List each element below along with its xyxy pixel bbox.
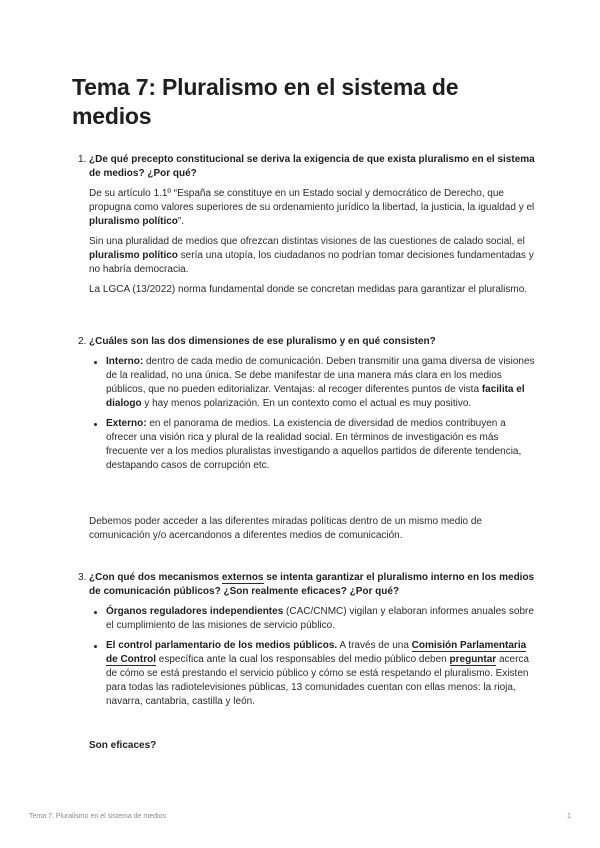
question-3-heading: 3. ¿Con qué dos mecanismos externos se intenta garantizar el pluralismo interno en los medios de comunicación públicos? ¿Son realmente eficaces? ¿Por qué?	[78, 572, 535, 597]
question-2-paragraph: Debemos poder acceder a las diferentes miradas políticas dentro de un mismo medio de comunicación y/o acercandonos a diferentes medios de comunicación.	[89, 516, 482, 541]
list-item: El control parlamentario de los medios públicos. A través de una Comisión Parlamentaria de Control específica ante la cual los responsables del medio público deben preguntar acerca de cómo se está prestando el servicio público y cómo se está respetando el pluralismo. Existen para todas las radiotelevisiones públicas, 13 comunidades cuentan con ellas menos: la rioja, navarra, cantabria, castilla y león.	[89, 639, 538, 709]
question-3-number: 3.	[78, 572, 87, 583]
list-item: Órganos reguladores independientes (CAC/CNMC) vigilan y elaboran informes anuales sobre el cumplimiento de las misiones de servicio público.	[89, 605, 538, 633]
question-3	[78, 571, 538, 709]
question-3-subheading: Son eficaces?	[89, 740, 157, 751]
question-3-list	[89, 605, 538, 709]
question-1	[78, 153, 538, 297]
list-item: Externo: en el panorama de medios. La existencia de diversidad de medios contribuyen a ofrecer una visión rica y plural de la realidad social. En términos de investigación es más frecuente ver a los medios pluralistas investigando a aquellos partidos de diferente tendencia, destapando casos de corrupción etc.	[89, 417, 538, 473]
question-2-number: 2.	[78, 336, 87, 347]
question-2-list	[89, 355, 538, 473]
question-1-heading: 1. ¿De qué precepto constitucional se deriva la exigencia de que exista pluralismo en el sistema de medios? ¿Por qué?	[78, 154, 535, 179]
page-number: 1	[567, 813, 571, 820]
question-2	[78, 335, 538, 473]
question-1-paragraph-2: Sin una pluralidad de medios que ofrezcan distintas visiones de las cuestiones de calado social, el pluralismo político sería una utopía, los ciudadanos no podrían tomar decisiones fundamentadas y no habría democracia.	[89, 236, 534, 275]
question-1-paragraph-1: De su artículo 1.1º “España se constituye en un Estado social y democrático de Derecho, que propugna como valores superiores de su ordenamiento jurídico la libertad, la justicia, la igualdad y el pluralismo político”.	[89, 188, 535, 227]
question-2-heading: 2. ¿Cuáles son las dos dimensiones de ese pluralismo y en qué consisten?	[78, 336, 436, 347]
question-1-number: 1.	[78, 154, 87, 165]
question-1-paragraph-3: La LGCA (13/2022) norma fundamental donde se concretan medidas para garantizar el pluralismo.	[89, 284, 528, 295]
list-item: Interno: dentro de cada medio de comunicación. Deben transmitir una gama diversa de visiones de la realidad, no una única. Se debe manifestar de una manera más clara en los medios públicos, que no pueden editorializar. Ventajas: al recoger diferentes puntos de vista facilita el dialogo y hay menos polarización. En un contexto como el actual es muy positivo.	[89, 355, 538, 411]
footer-title: Tema 7: Pluralismo en el sistema de medios	[29, 813, 166, 820]
page-title: Tema 7: Pluralismo en el sistema de medios	[72, 74, 459, 129]
